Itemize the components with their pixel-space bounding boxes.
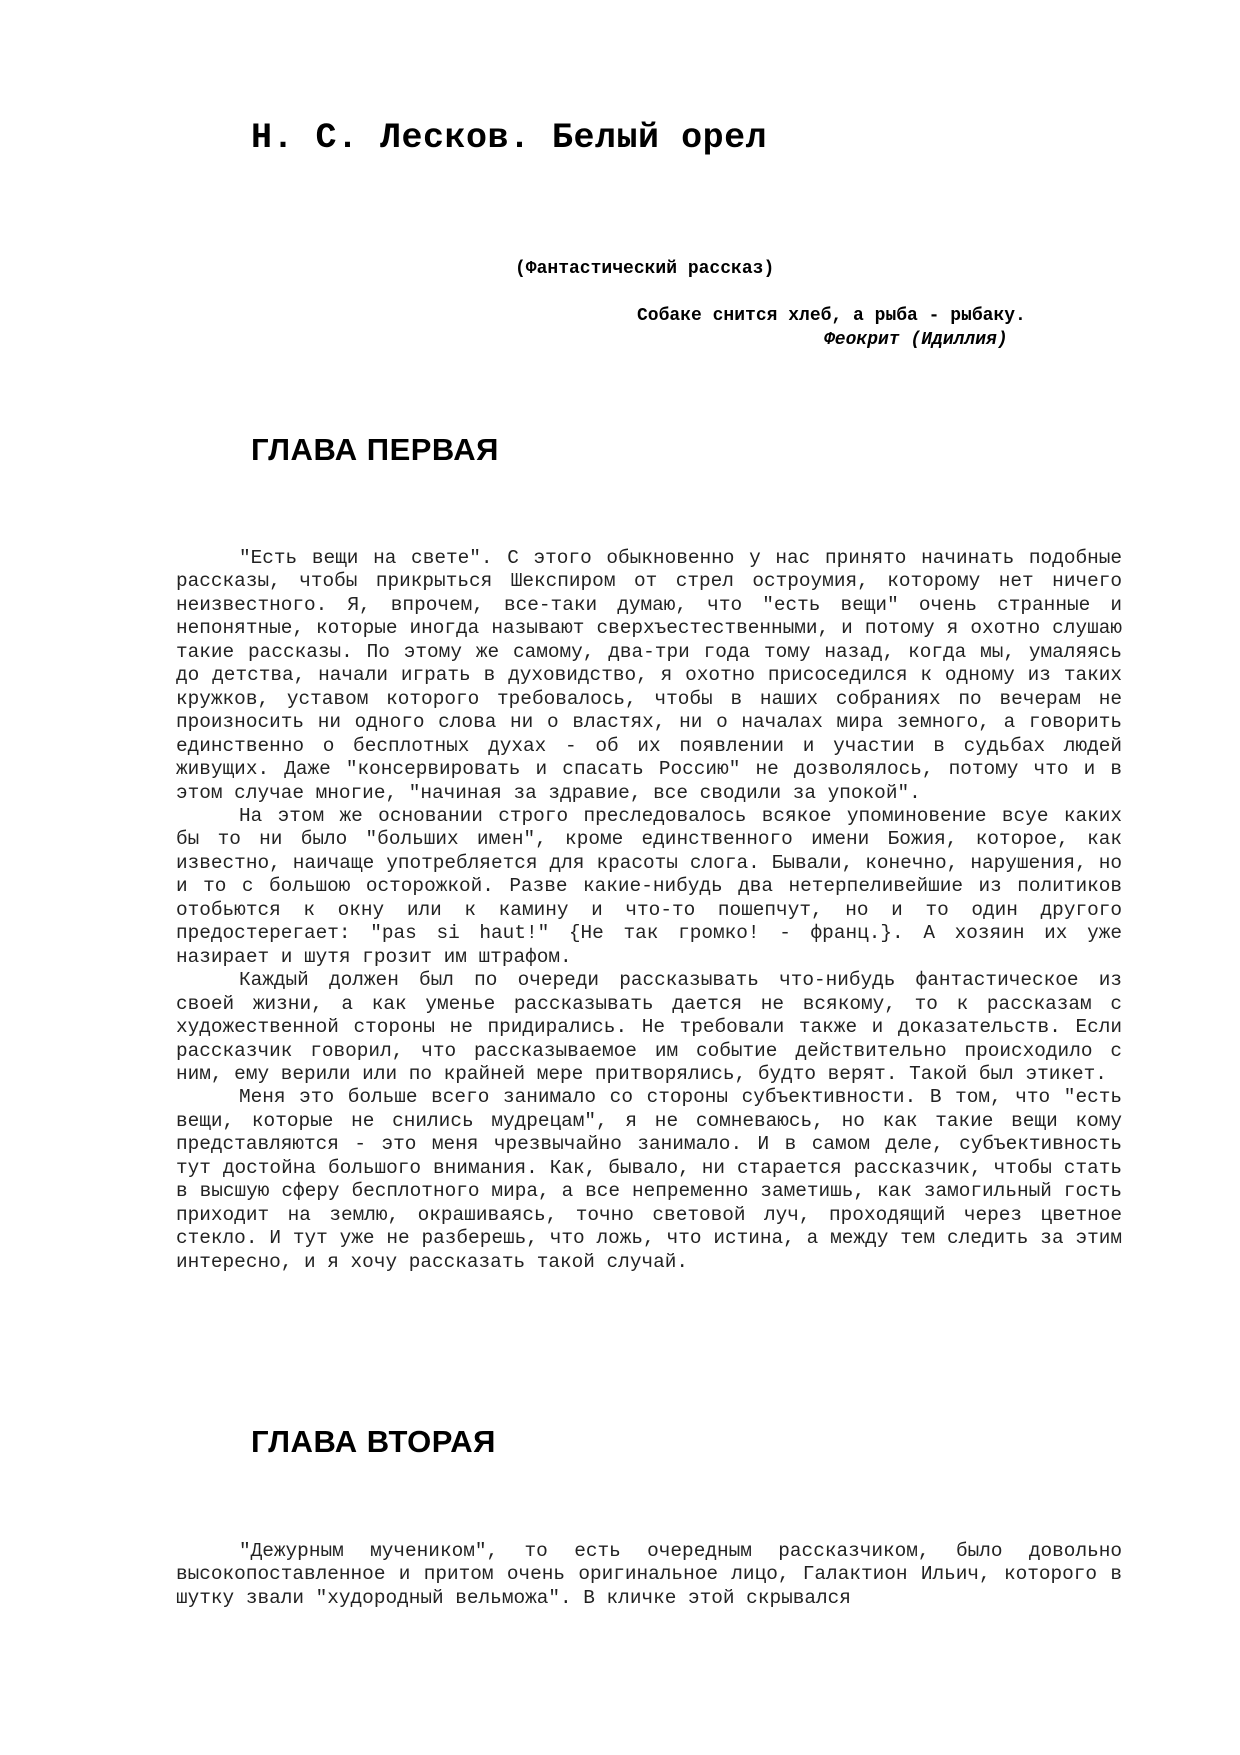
chapter-1-heading: ГЛАВА ПЕРВАЯ xyxy=(251,432,499,467)
document-subtitle: (Фантастический рассказ) xyxy=(515,259,775,279)
chapter-1-body xyxy=(176,547,1122,1274)
paragraph: Меня это больше всего занимало со стороны субъективности. В том, что "есть вещи, которые не снились мудрецам", я не сомневаюсь, но как такие вещи кому представляются - это меня чрезвычайно занимало. И в самом деле, субъективность тут достойна большого внимания. Как, бывало, ни старается рассказчик, чтобы стать в высшую сферу бесплотного мира, а все непременно заметишь, как замогильный гость приходит на землю, окрашиваясь, точно световой луч, проходящий через цветное стекло. И тут уже не разберешь, что ложь, что истина, а между тем следить за этим интересно, и я хочу рассказать такой случай. xyxy=(176,1086,1122,1273)
paragraph: На этом же основании строго преследовалось всякое упоминовение всуе каких бы то ни было "больших имен", кроме единственного имени Божия, которое, как известно, наичаще употребляется для красоты слога. Бывали, конечно, нарушения, но и то с большою осторожкой. Разве какие-нибудь два нетерпеливейшие из политиков отобьются к окну или к камину и что-то пошепчут, но и то один другого предостерегает: "pas si haut!" {Не так громко! - франц.}. А хозяин их уже назирает и шутя грозит им штрафом. xyxy=(176,804,1122,968)
document-title: Н. С. Лесков. Белый орел xyxy=(251,118,768,158)
paragraph: "Дежурным мучеником", то есть очередным рассказчиком, было довольно высокопоставленное и притом очень оригинальное лицо, Галактион Ильич, которого в шутку звали "худородный вельможа". В кличке этой скрывался xyxy=(176,1540,1122,1609)
chapter-2-heading: ГЛАВА ВТОРАЯ xyxy=(251,1424,496,1459)
epigraph-text: Собаке снится хлеб, а рыба - рыбаку. xyxy=(637,306,1026,326)
chapter-2-body xyxy=(176,1540,1122,1610)
paragraph: "Есть вещи на свете". С этого обыкновенно у нас принято начинать подобные рассказы, чтобы прикрыться Шекспиром от стрел остроумия, которому нет ничего неизвестного. Я, впрочем, все-таки думаю, что "есть вещи" очень странные и непонятные, которые иногда называют сверхъестественными, и потому я охотно слушаю такие рассказы. По этому же самому, два-три года тому назад, когда мы, умаляясь до детства, начали играть в духовидство, я охотно присоседился к одному из таких кружков, уставом которого требовалось, чтобы в наших собраниях по вечерам не произносить ни одного слова ни о властях, ни о началах мира земного, а говорить единственно о бесплотных духах - об их появлении и участии в судьбах людей живущих. Даже "консервировать и спасать Россию" не дозволялось, потому что и в этом случае многие, "начиная за здравие, все сводили за упокой". xyxy=(176,547,1122,804)
paragraph: Каждый должен был по очереди рассказывать что-нибудь фантастическое из своей жизни, а как уменье рассказывать дается не всякому, то к рассказам с художественной стороны не придирались. Не требовали также и доказательств. Если рассказчик говорил, что рассказываемое им событие действительно происходило с ним, ему верили или по крайней мере притворялись, будто верят. Такой был этикет. xyxy=(176,969,1122,1085)
epigraph-author: Феокрит (Идиллия) xyxy=(824,330,1008,350)
